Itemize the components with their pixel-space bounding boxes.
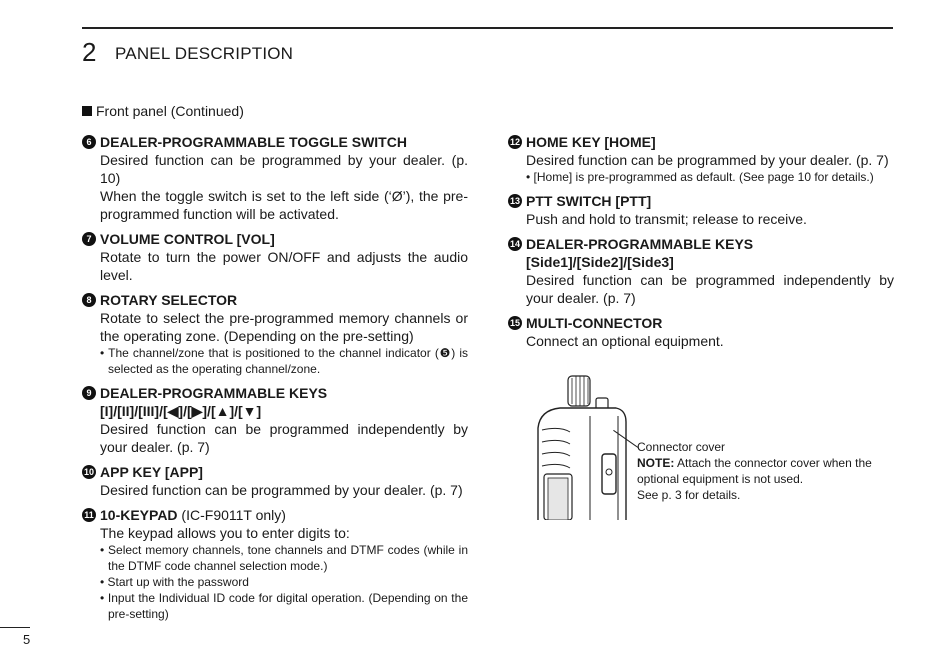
circled-number-icon: 9 [82, 386, 96, 400]
circled-number-icon: 7 [82, 232, 96, 246]
item-volume-control [82, 230, 468, 284]
item-body: Desired function can be programmed independently by your dealer. (p. 7) [526, 272, 894, 306]
chapter-number: 2 [82, 37, 97, 67]
item-body: Desired function can be programmed by your dealer. (p. 7) [100, 482, 463, 498]
left-column [82, 133, 468, 629]
item-title-suffix: (IC-F9011T only) [177, 507, 286, 523]
note-reference: See p. 3 for details. [637, 488, 741, 502]
item-dealer-keys [82, 384, 468, 456]
item-bullet: • [Home] is pre-programmed as default. (See page 10 for details.) [526, 170, 874, 184]
item-title: MULTI-CONNECTOR [526, 315, 663, 331]
item-ptt-switch [508, 192, 894, 228]
item-body: Desired function can be programmed by your dealer. (p. 10) [100, 152, 468, 186]
item-body: Push and hold to transmit; release to receive. [526, 211, 807, 227]
circled-number-icon: 14 [509, 239, 520, 249]
circled-number-icon: 10 [83, 467, 94, 477]
item-subtitle: [Side1]/[Side2]/[Side3] [526, 254, 674, 270]
square-bullet-icon [82, 106, 92, 116]
item-bullet: • Input the Individual ID code for digital operation. (Depending on the pre-setting) [100, 591, 468, 621]
item-rotary-selector [82, 291, 468, 377]
circled-number-icon: 11 [82, 508, 96, 522]
circled-number-icon: 8 [82, 293, 96, 307]
figure-callout [637, 439, 877, 503]
item-body: When the toggle switch is set to the left side (‘Ø’), the pre-programmed function will be activated. [100, 188, 468, 222]
item-title: PTT SWITCH [PTT] [526, 193, 652, 209]
item-side-keys [508, 235, 894, 307]
item-title: DEALER-PROGRAMMABLE KEYS [526, 236, 754, 252]
item-body: Rotate to turn the power ON/OFF and adjusts the audio level. [100, 249, 468, 283]
item-title: HOME KEY [HOME] [526, 134, 656, 150]
page-rule [0, 627, 30, 628]
item-app-key [82, 463, 468, 499]
item-body: Desired function can be programmed by your dealer. (p. 7) [526, 152, 889, 168]
figure-note [637, 455, 877, 487]
item-title: APP KEY [APP] [100, 464, 203, 480]
item-toggle-switch [82, 133, 468, 223]
circled-number-icon: 15 [509, 318, 520, 328]
item-multi-connector [508, 314, 894, 350]
section-heading: Front panel (Continued) [82, 102, 244, 120]
right-column [508, 133, 894, 357]
item-body: Rotate to select the pre-programmed memory channels or the operating zone. (Depending on the pre-setting) [100, 310, 468, 344]
circled-number-icon: 13 [509, 196, 520, 206]
note-text: Attach the connector cover when the optional equipment is not used. [637, 456, 872, 486]
figure-label: Connector cover [637, 440, 726, 454]
item-body: The keypad allows you to enter digits to: [100, 525, 350, 541]
circled-number-icon: 6 [82, 135, 96, 149]
item-title: DEALER-PROGRAMMABLE KEYS [100, 385, 328, 401]
top-rule [82, 27, 893, 29]
radio-illustration-icon [530, 370, 630, 520]
item-bullet: • Select memory channels, tone channels and DTMF codes (while in the DTMF code channel selection mode.) [100, 543, 468, 573]
item-body: Connect an optional equipment. [526, 333, 724, 349]
chapter-title: PANEL DESCRIPTION [115, 44, 294, 63]
item-bullet: • The channel/zone that is positioned to the channel indicator (❺) is selected as the operating channel/zone. [100, 346, 468, 376]
item-bullet: • Start up with the password [100, 575, 249, 589]
circled-number-icon: 12 [509, 137, 520, 147]
page-number: 5 [23, 632, 31, 647]
item-title: VOLUME CONTROL [VOL] [100, 231, 275, 247]
note-label: NOTE: [637, 456, 675, 470]
item-title: DEALER-PROGRAMMABLE TOGGLE SWITCH [100, 134, 407, 150]
item-keypad [82, 506, 468, 622]
item-title: 10-KEYPAD [100, 507, 178, 523]
item-body: Desired function can be programmed independently by your dealer. (p. 7) [100, 421, 468, 455]
item-home-key [508, 133, 894, 185]
item-title: ROTARY SELECTOR [100, 292, 238, 308]
item-subtitle: [I]/[II]/[III]/[◀]/[▶]/[▲]/[▼] [100, 403, 262, 419]
